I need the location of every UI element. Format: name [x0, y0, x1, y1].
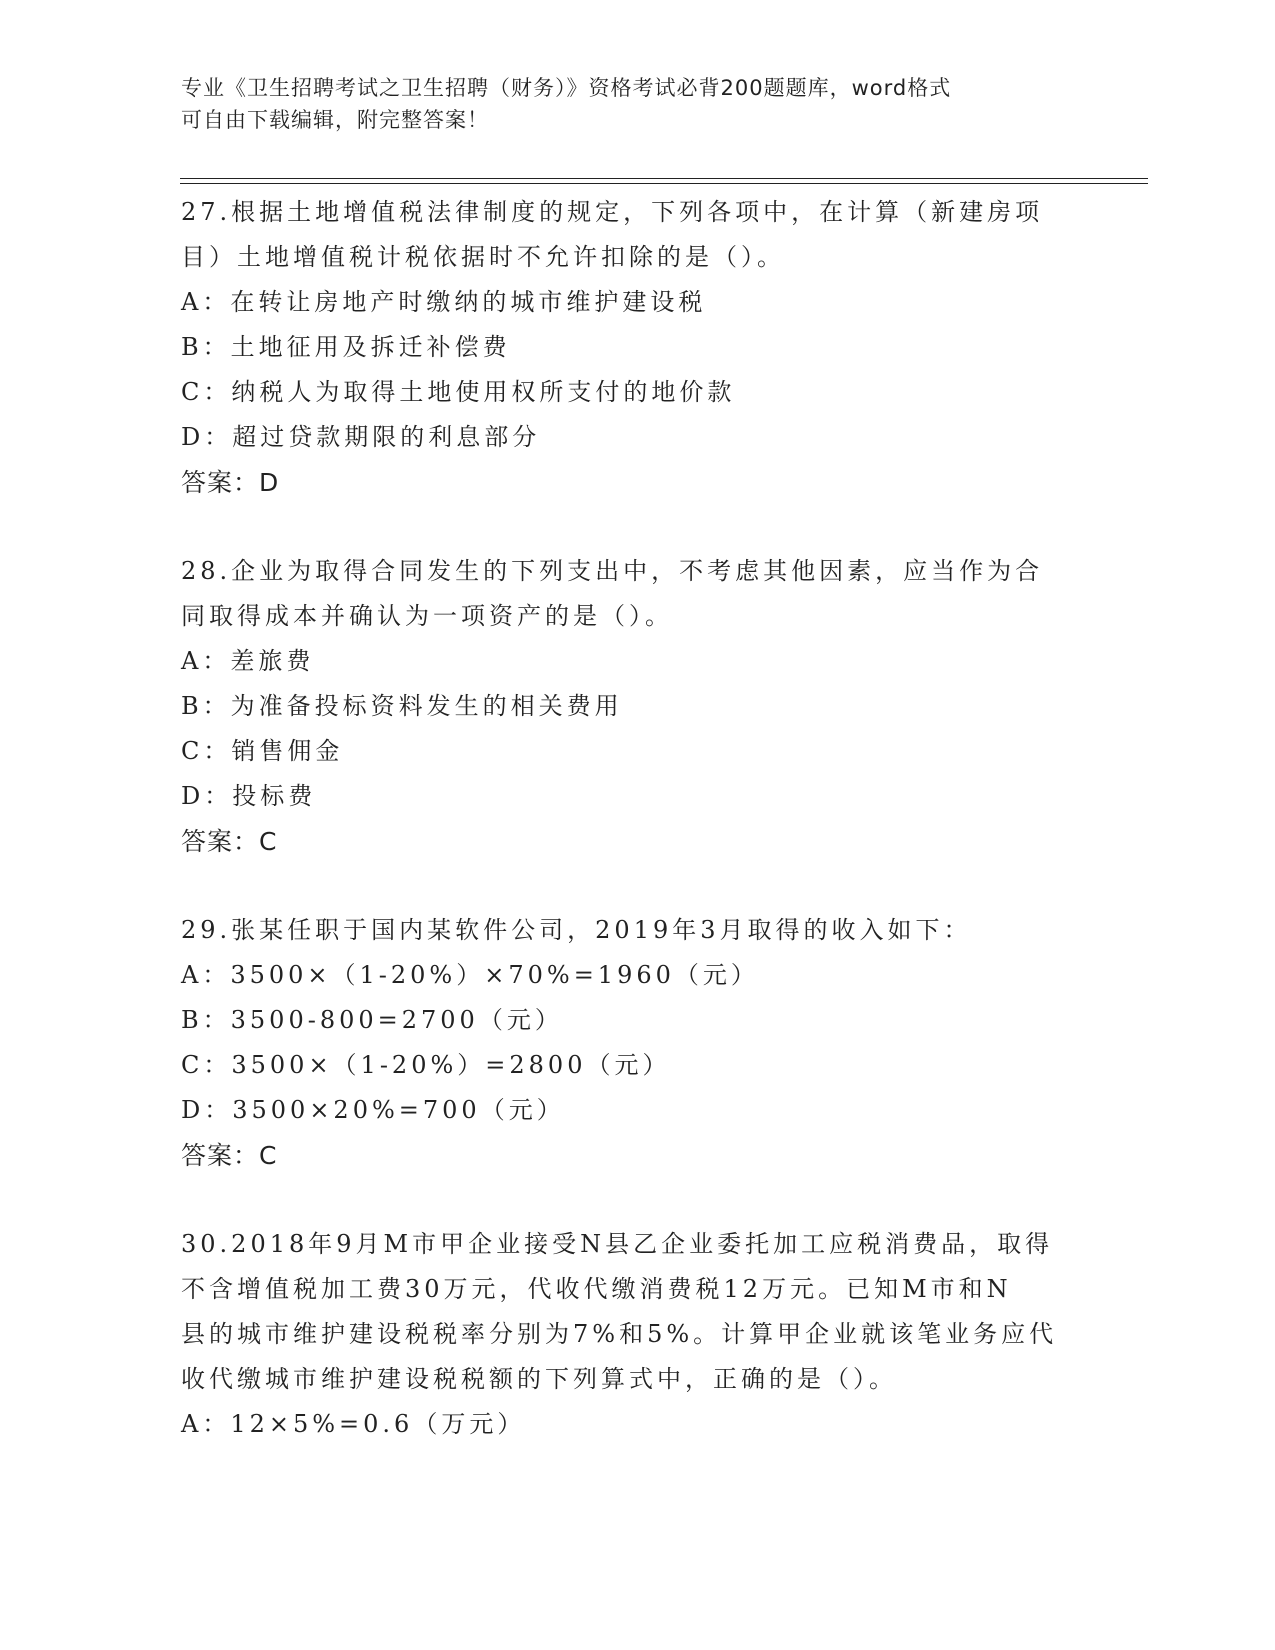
question-27 — [181, 190, 1081, 505]
question-text: 县的城市维护建设税税率分别为7%和5%。计算甲企业就该笔业务应代 — [181, 1320, 1058, 1348]
header-divider-bottom — [180, 183, 1148, 184]
option-b: B：土地征用及拆迁补偿费 — [181, 333, 511, 361]
option-d: D：投标费 — [181, 782, 317, 810]
answer-line: 答案：C — [181, 827, 278, 856]
answer-line: 答案：C — [181, 1141, 278, 1170]
option-d: D：超过贷款期限的利息部分 — [181, 423, 541, 451]
option-a: A：差旅费 — [181, 647, 315, 675]
question-text: 30.2018年9月M市甲企业接受N县乙企业委托加工应税消费品，取得 — [181, 1230, 1054, 1258]
header-divider-top — [180, 178, 1148, 179]
question-list — [181, 190, 1081, 1491]
option-a: A：12×5%=0.6（万元） — [181, 1410, 526, 1438]
option-c: C：3500×（1-20%）=2800（元） — [181, 1051, 671, 1079]
question-text: 收代缴城市维护建设税税额的下列算式中，正确的是（）。 — [181, 1365, 897, 1393]
document-header — [181, 72, 1051, 136]
question-text: 不含增值税加工费30万元，代收代缴消费税12万元。已知M市和N — [181, 1275, 1012, 1303]
option-b: B：3500-800=2700（元） — [181, 1006, 563, 1034]
option-c: C：销售佣金 — [181, 737, 344, 765]
question-text: 同取得成本并确认为一项资产的是（）。 — [181, 602, 673, 630]
header-line-2: 可自由下载编辑，附完整答案！ — [181, 108, 489, 132]
option-d: D：3500×20%=700（元） — [181, 1096, 565, 1124]
question-text: 27.根据土地增值税法律制度的规定，下列各项中，在计算（新建房项 — [181, 198, 1044, 226]
option-c: C：纳税人为取得土地使用权所支付的地价款 — [181, 378, 736, 406]
option-a: A：在转让房地产时缴纳的城市维护建设税 — [181, 288, 707, 316]
question-text: 28.企业为取得合同发生的下列支出中，不考虑其他因素，应当作为合 — [181, 557, 1044, 585]
header-line-1: 专业《卫生招聘考试之卫生招聘（财务）》资格考试必背200题题库，word格式 — [181, 76, 952, 100]
option-a: A：3500×（1-20%）×70%=1960（元） — [181, 961, 759, 989]
option-b: B：为准备投标资料发生的相关费用 — [181, 692, 623, 720]
question-text: 29.张某任职于国内某软件公司，2019年3月取得的收入如下： — [181, 916, 972, 944]
question-29 — [181, 908, 1081, 1178]
question-text: 目）土地增值税计税依据时不允许扣除的是（）。 — [181, 243, 785, 271]
question-30 — [181, 1222, 1081, 1447]
question-28 — [181, 549, 1081, 864]
answer-line: 答案：D — [181, 468, 280, 497]
